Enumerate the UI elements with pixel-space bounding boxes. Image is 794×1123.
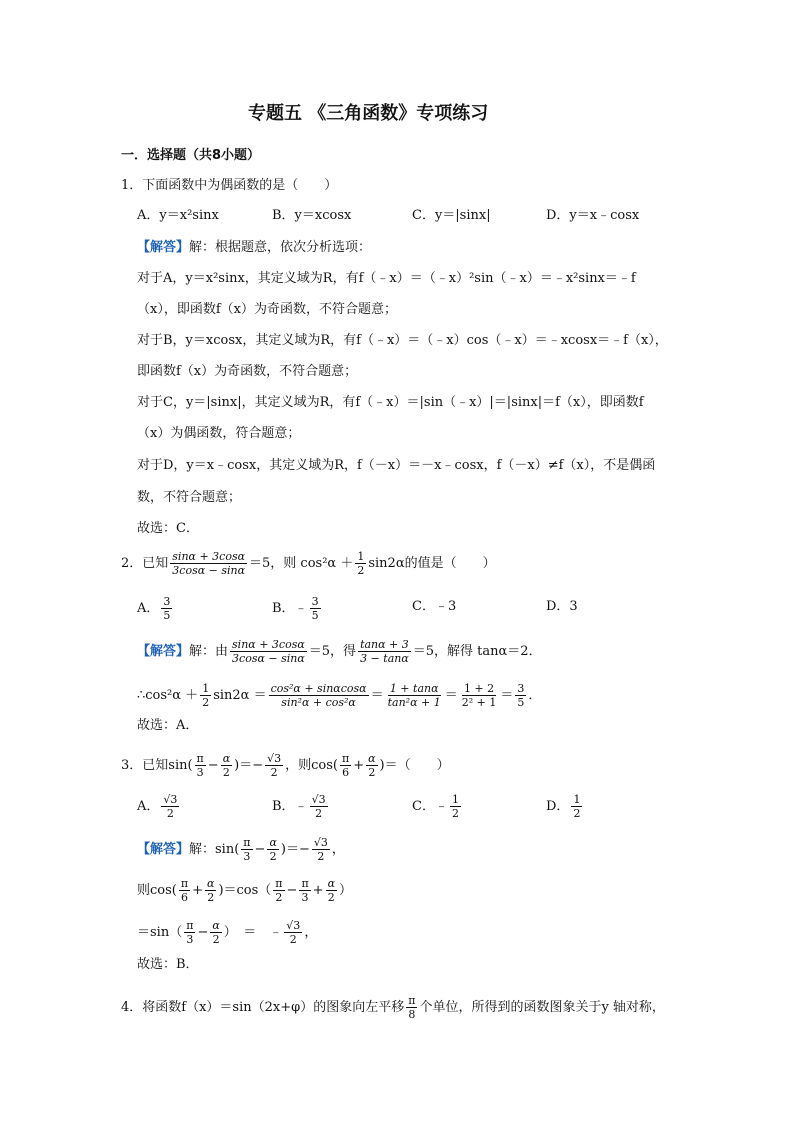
q1-line-d2: 数，不符合题意； xyxy=(137,490,242,505)
q1-line-a1: 对于A，y＝x²sinx，其定义域为R，有f（﹣x）＝（﹣x）²sin（﹣x）＝﹣x²sinx＝﹣f xyxy=(137,271,636,286)
q1-option-a: A．y＝x²sinx xyxy=(137,208,219,223)
q2-solution-line-2: ∴cos²α ＋ $\frac{1}{2}$ sin2α ＝ $\frac{\text{cos²α + sinαcosα}}{\text{sin²α + cos²α}}$ ＝ $\frac{1 + \tan\alpha}{\text{tan²α + 1}}$ ＝ $\frac{1 + 2}{\text{2² + 1}}$ ＝ $\frac{3}{5}$ ． xyxy=(137,682,542,709)
q2-option-b: B．﹣ $\frac{3}{5}$ xyxy=(272,595,319,622)
q3-solution-line-3: ＝sin（ $\frac{\pi}{3}$ − $\frac{\alpha}{2}$ ） ＝ ﹣ $\frac{√3}{2}$ ， xyxy=(137,919,318,946)
q2-option-d: D．3 xyxy=(546,599,578,614)
q1-solution-intro: 【解答】解：根据题意，依次分析选项： xyxy=(137,240,372,255)
q4-stem: 4．将函数f（x）＝sin（2x+φ）的图象向左平移 $\frac{\pi}{8}$ 个单位，所得到的函数图象关于y 轴对称， xyxy=(121,994,665,1021)
q2-choice: 故选：A． xyxy=(137,718,199,733)
q3-solution-line-1: 【解答】解：sin( $\frac{\pi}{3}$ − $\frac{\alpha}{2}$ )＝− $\frac{√3}{2}$ ， xyxy=(137,836,345,863)
q3-stem: 3．已知sin( $\frac{\pi}{3}$ − $\frac{\alpha}{2}$ )＝− $\frac{√3}{2}$ ，则cos( $\frac{\pi}{6}$ + $\frac{\alpha}{2}$ )＝（ ） xyxy=(121,752,450,779)
section-heading: 一．选择题（共8小题） xyxy=(121,148,261,163)
half-fraction: $\frac{1}{2}$ xyxy=(357,550,365,577)
q1-option-b: B．y＝xcosx xyxy=(272,208,352,223)
q3-option-d: D． $\frac{1}{2}$ xyxy=(546,793,581,820)
q3-option-c: C．﹣ $\frac{1}{2}$ xyxy=(412,793,459,820)
q1-line-b2: 即函数f（x）为奇函数，不符合题意； xyxy=(137,364,358,379)
q3-option-b: B．﹣ $\frac{√3}{2}$ xyxy=(272,793,326,820)
q1-line-d1: 对于D，y＝x﹣cosx，其定义域为R，f（－x）＝－x﹣cosx，f（－x）≠f（x），不是偶函 xyxy=(137,458,656,473)
given-fraction: $\frac{\sin\alpha + 3\cos\alpha}{3\cos\alpha - \sin\alpha}$ xyxy=(172,550,246,577)
q1-line-c1: 对于C，y＝|sinx|，其定义域为R，有f（﹣x）＝|sin（﹣x）|＝|sinx|＝f（x），即函数f xyxy=(137,395,644,410)
q1-option-c: C．y＝|sinx| xyxy=(412,208,491,223)
page-title: 专题五 《三角函数》专项练习 xyxy=(248,103,489,124)
q3-choice: 故选：B． xyxy=(137,957,199,972)
q3-solution-line-2: 则cos( $\frac{\pi}{6}$ + $\frac{\alpha}{2}$ )＝cos（ $\frac{\pi}{2}$ − $\frac{\pi}{3}$ + $\frac{\alpha}{2}$ ） xyxy=(137,877,353,904)
q3-option-a: A． $\frac{√3}{2}$ xyxy=(137,793,178,820)
q2-option-a: A． $\frac{3}{5}$ xyxy=(137,595,171,622)
q2-stem: 2．已知 $\frac{\sin\alpha + 3\cos\alpha}{3\cos\alpha - \sin\alpha}$ ＝5，则 cos²α ＋ $\frac{1}{2}$ sin2α的值是（ ） xyxy=(121,550,496,577)
q1-line-b1: 对于B，y＝xcosx，其定义域为R，有f（﹣x）＝（﹣x）cos（﹣x）＝﹣xcosx＝﹣f（x）， xyxy=(137,333,668,348)
q1-choice: 故选：C． xyxy=(137,521,199,536)
q1-line-c2: （x）为偶函数，符合题意； xyxy=(137,426,301,441)
q1-option-d: D．y＝x﹣cosx xyxy=(546,208,640,223)
q2-option-c: C．﹣3 xyxy=(412,599,457,614)
answer-tag: 【解答】 xyxy=(137,240,190,255)
q1-stem: 1．下面函数中为偶函数的是（ ） xyxy=(121,178,338,193)
q1-line-a2: （x），即函数f（x）为奇函数，不符合题意； xyxy=(137,302,397,317)
q2-solution-line-1: 【解答】解：由 $\frac{\sin\alpha + 3\cos\alpha}{3\cos\alpha - \sin\alpha}$ ＝5，得 $\frac{\tan\alpha + 3}{3 - \tan\alpha}$ ＝5，解得 tanα＝2． xyxy=(137,638,542,665)
